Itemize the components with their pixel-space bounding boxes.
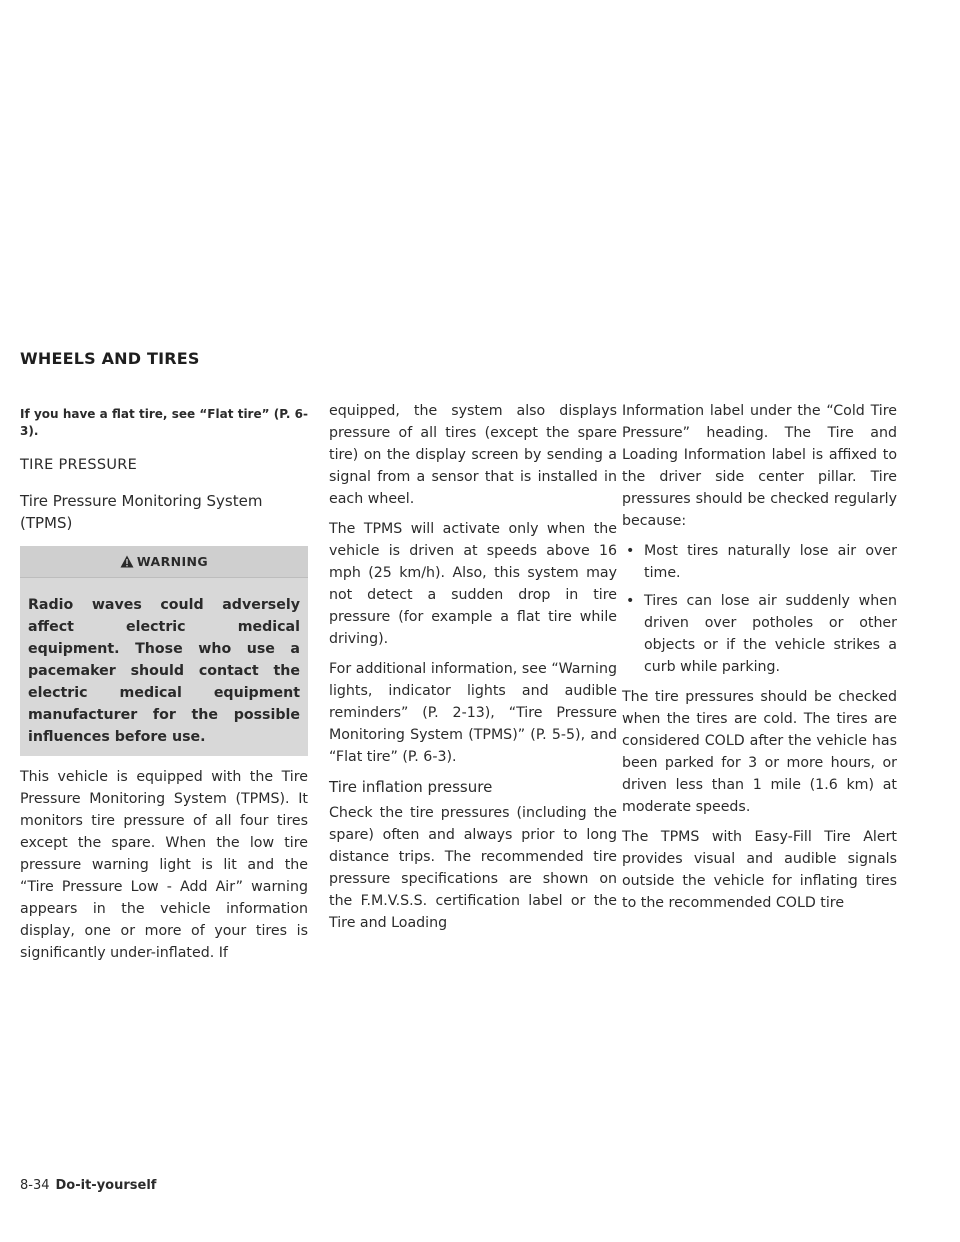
page-number: 8-34: [20, 1178, 50, 1193]
warning-icon: [120, 555, 134, 568]
heading-tire-pressure: TIRE PRESSURE: [20, 457, 138, 473]
warning-title-bar: [20, 546, 308, 578]
bullet-list: [622, 540, 897, 678]
list-item: • Tires can lose air suddenly when driven over potholes or other objects or if the vehicle strikes a curb while parking.: [622, 590, 897, 678]
column-3: [622, 400, 897, 922]
paragraph: This vehicle is equipped with the Tire Pressure Monitoring System (TPMS). It monitors tire pressure of all four tires except the spare. When the low tire pressure warning light is lit and the “Tire Pressure Low - Add Air” warning appears in the vehicle information display, one or more of your tires is significantly under-inflated. If: [20, 769, 308, 961]
page-footer: [20, 1178, 156, 1193]
paragraph: For additional information, see “Warning lights, indicator lights and audible reminders” (P. 2-13), “Tire Pressure Monitoring System (TPMS)” (P. 5-5), and “Flat tire” (P. 6-3).: [329, 661, 617, 765]
flat-tire-note: If you have a flat tire, see “Flat tire” (P. 6-3).: [20, 407, 308, 438]
warning-title: WARNING: [136, 554, 209, 569]
paragraph: The tire pressures should be checked when the tires are cold. The tires are considered COLD after the vehicle has been parked for 3 or more hours, or driven less than 1 mile (1.6 km) at moderate speeds.: [622, 689, 897, 815]
section-header: WHEELS AND TIRES: [20, 349, 200, 368]
paragraph: The TPMS with Easy-Fill Tire Alert provides visual and audible signals outside the vehicle for inflating tires to the recommended COLD tire: [622, 829, 897, 911]
heading-tire-inflation: Tire inflation pressure: [329, 778, 493, 796]
heading-tpms: Tire Pressure Monitoring System (TPMS): [20, 492, 263, 532]
paragraph: Information label under the “Cold Tire Pressure” heading. The Tire and Loading Information label is affixed to the driver side center pillar. Tire pressures should be checked regularly because:: [622, 403, 897, 529]
paragraph: Check the tire pressures (including the spare) often and always prior to long distance trips. The recommended tire pressure specifications are shown on the F.M.V.S.S. certification label or the Tire and Loading: [329, 805, 617, 931]
paragraph: equipped, the system also displays pressure of all tires (except the spare tire) on the display screen by sending a signal from a sensor that is installed in each wheel.: [329, 403, 617, 507]
chapter-title: Do-it-yourself: [55, 1178, 157, 1193]
warning-box: [20, 546, 308, 756]
warning-text: Radio waves could adversely affect electric medical equipment. Those who use a pacemaker should contact the electric medical equipment manufacturer for the possible influences before use.: [28, 597, 300, 745]
paragraph: The TPMS will activate only when the vehicle is driven at speeds above 16 mph (25 km/h). Also, this system may not detect a sudden drop in tire pressure (for example a flat tire while driving).: [329, 521, 617, 647]
list-item: • Most tires naturally lose air over time.: [622, 540, 897, 584]
column-1: [20, 400, 308, 972]
column-2: [329, 400, 617, 942]
